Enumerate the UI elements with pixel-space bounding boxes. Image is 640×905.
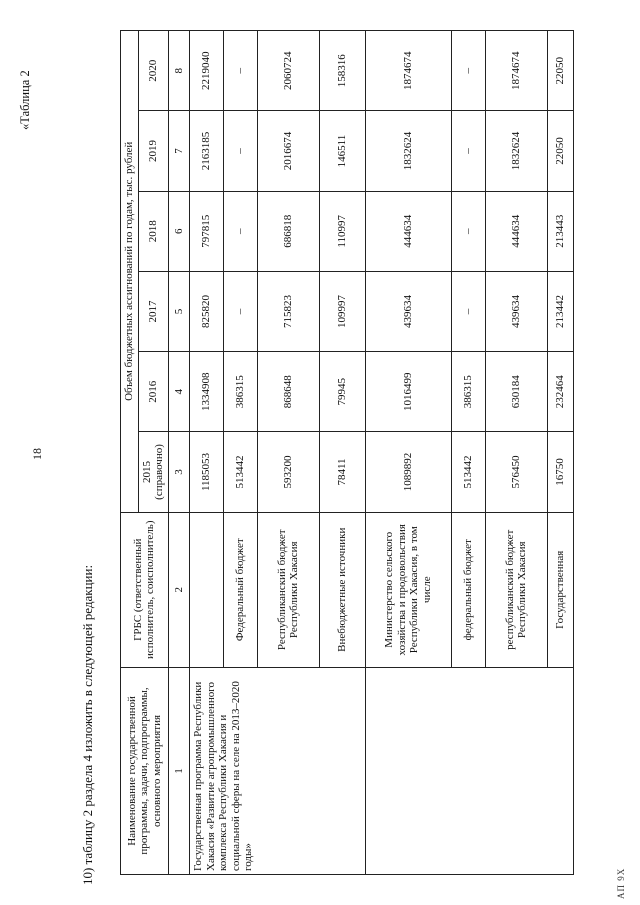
index-cell: 7 [168,111,189,191]
header-year-2015: 2015 (справочно) [138,432,168,512]
value-cell: 1832624 [485,111,547,191]
value-cell: 2060724 [257,31,319,111]
grbs-cell: Внебюджетные источники [319,512,365,667]
program-subcell [365,667,573,874]
value-cell: 158316 [319,31,365,111]
value-cell: 825820 [189,271,223,351]
value-cell: – [451,31,485,111]
header-budget-group: Объем бюджетных ассигнований по годам, тыс. рублей [121,31,139,513]
index-row [168,31,189,875]
value-cell: – [223,271,257,351]
value-cell: – [451,271,485,351]
header-year-2018: 2018 [138,191,168,271]
value-cell: 110997 [319,191,365,271]
value-cell: – [223,31,257,111]
value-cell: 1334908 [189,352,223,432]
value-cell: 146511 [319,111,365,191]
value-cell: 444634 [485,191,547,271]
value-cell: 715823 [257,271,319,351]
value-cell: – [223,111,257,191]
index-cell: 3 [168,432,189,512]
value-cell: 78411 [319,432,365,512]
value-cell: 109997 [319,271,365,351]
value-cell: 439634 [485,271,547,351]
table-row [189,31,223,875]
value-cell: 232464 [547,352,573,432]
index-cell: 4 [168,352,189,432]
stamp-text: АП 9Х [616,867,626,899]
value-cell: 439634 [365,271,451,351]
grbs-cell [189,512,223,667]
index-cell: 8 [168,31,189,111]
value-cell: 686818 [257,191,319,271]
index-cell: 2 [168,512,189,667]
intro-text: 10) таблицу 2 раздела 4 изложить в следующей редакции: [80,564,95,885]
header-program: Наименование государственной программы, задачи, подпрограммы, основного мероприятия [121,667,169,874]
value-cell: 22050 [547,31,573,111]
value-cell: 22050 [547,111,573,191]
header-year-2016: 2016 [138,352,168,432]
program-name: Государственная программа Республики Хакасия «Развитие агропромышленного комплекса Республики Хакасия и социальной сферы на селе на 2013–2020 годы» [189,667,365,874]
table-caption: «Таблица 2 [18,70,32,130]
value-cell: 79945 [319,352,365,432]
value-cell: 1016499 [365,352,451,432]
value-cell: 868648 [257,352,319,432]
value-cell: 513442 [223,432,257,512]
grbs-cell: Республиканский бюджет Республики Хакасия [257,512,319,667]
header-year-2020: 2020 [138,31,168,111]
value-cell: 797815 [189,191,223,271]
grbs-cell: Федеральный бюджет [223,512,257,667]
value-cell: 576450 [485,432,547,512]
grbs-cell: Государственная [547,512,573,667]
value-cell: – [451,191,485,271]
value-cell: 1874674 [485,31,547,111]
header-year-2017: 2017 [138,271,168,351]
value-cell: 444634 [365,191,451,271]
value-cell: 386315 [451,352,485,432]
table-row [365,31,451,875]
value-cell: 1089892 [365,432,451,512]
value-cell: – [451,111,485,191]
value-cell: 213443 [547,191,573,271]
grbs-cell: федеральный бюджет [451,512,485,667]
index-cell: 1 [168,667,189,874]
value-cell: 1832624 [365,111,451,191]
value-cell: 513442 [451,432,485,512]
value-cell: 630184 [485,352,547,432]
header-row-1 [121,31,139,875]
value-cell: 16750 [547,432,573,512]
value-cell: – [223,191,257,271]
value-cell: 386315 [223,352,257,432]
header-grbs: ГРБС (ответственный исполнитель, соисполнитель) [121,512,169,667]
grbs-cell: республиканский бюджет Республики Хакасия [485,512,547,667]
header-year-2019: 2019 [138,111,168,191]
value-cell: 2219040 [189,31,223,111]
value-cell: 213442 [547,271,573,351]
value-cell: 1874674 [365,31,451,111]
value-cell: 1185053 [189,432,223,512]
budget-table [120,30,574,875]
page-number: 18 [30,448,44,460]
index-cell: 5 [168,271,189,351]
index-cell: 6 [168,191,189,271]
value-cell: 2016674 [257,111,319,191]
grbs-cell: Министерство сельского хозяйства и продовольствия Республики Хакасия, в том числе [365,512,451,667]
value-cell: 2163185 [189,111,223,191]
value-cell: 593200 [257,432,319,512]
